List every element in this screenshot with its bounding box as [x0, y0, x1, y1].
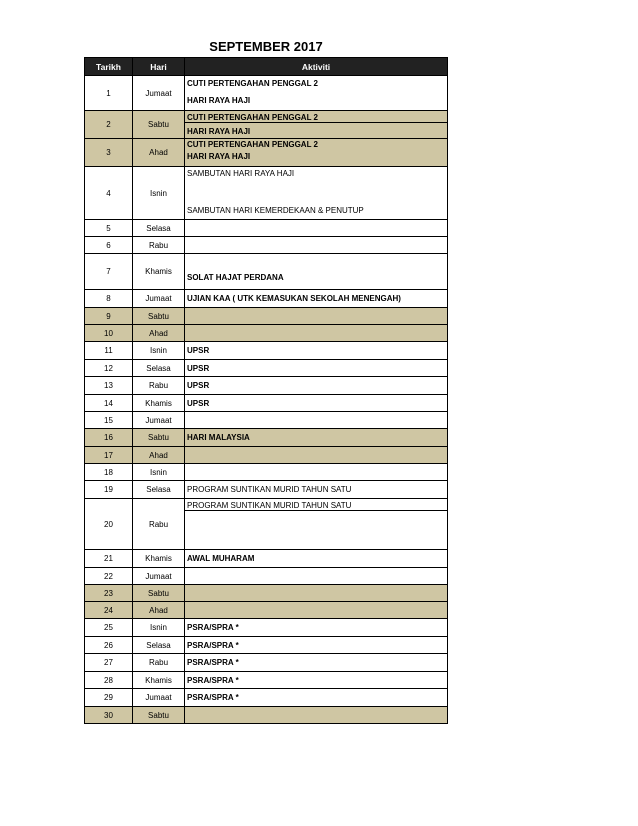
day-cell: Sabtu — [133, 111, 185, 139]
table-row — [85, 568, 448, 585]
date-cell: 9 — [85, 308, 133, 325]
table-row — [85, 412, 448, 429]
activity-cell — [185, 689, 448, 707]
activity-cell — [185, 220, 448, 237]
date-cell: 23 — [85, 585, 133, 602]
table-row — [85, 447, 448, 464]
activity-cell — [185, 254, 448, 290]
table-row — [85, 254, 448, 290]
day-cell: Jumaat — [133, 290, 185, 308]
table-row — [85, 395, 448, 412]
date-cell: 7 — [85, 254, 133, 290]
activity-cell — [185, 550, 448, 568]
day-cell: Ahad — [133, 325, 185, 342]
activity-cell — [185, 360, 448, 377]
table-row — [85, 481, 448, 499]
date-cell: 4 — [85, 167, 133, 220]
date-cell: 28 — [85, 672, 133, 689]
header-date: Tarikh — [85, 58, 133, 76]
activity-text: UPSR — [187, 399, 210, 408]
table-row — [85, 377, 448, 395]
activity-text: UPSR — [187, 364, 210, 373]
day-cell: Rabu — [133, 654, 185, 672]
table-row — [85, 464, 448, 481]
activity-cell — [185, 707, 448, 724]
activity-text — [185, 510, 447, 526]
table-row — [85, 585, 448, 602]
table-row — [85, 637, 448, 654]
page-title: SEPTEMBER 2017 — [209, 39, 323, 54]
date-cell: 25 — [85, 619, 133, 637]
activity-cell — [185, 672, 448, 689]
calendar-table — [84, 57, 448, 724]
date-cell: 30 — [85, 707, 133, 724]
day-cell: Khamis — [133, 672, 185, 689]
day-cell: Jumaat — [133, 689, 185, 707]
activity-text: UPSR — [187, 381, 210, 390]
date-cell: 26 — [85, 637, 133, 654]
activity-text: CUTI PERTENGAHAN PENGGAL 2 — [187, 113, 318, 122]
activity-cell — [185, 412, 448, 429]
date-cell: 14 — [85, 395, 133, 412]
date-cell: 16 — [85, 429, 133, 447]
day-cell: Isnin — [133, 619, 185, 637]
day-cell: Isnin — [133, 167, 185, 220]
table-row — [85, 76, 448, 111]
date-cell: 2 — [85, 111, 133, 139]
date-cell: 10 — [85, 325, 133, 342]
day-cell: Rabu — [133, 377, 185, 395]
table-row — [85, 308, 448, 325]
table-row — [85, 139, 448, 167]
date-cell: 5 — [85, 220, 133, 237]
activity-text: PSRA/SPRA * — [187, 676, 239, 685]
activity-cell — [185, 637, 448, 654]
date-cell: 19 — [85, 481, 133, 499]
activity-cell — [185, 308, 448, 325]
table-row — [85, 111, 448, 139]
day-cell: Jumaat — [133, 568, 185, 585]
activity-text: HARI MALAYSIA — [187, 433, 250, 442]
activity-text: HARI RAYA HAJI — [187, 96, 251, 105]
activity-text: CUTI PERTENGAHAN PENGGAL 2 — [187, 79, 318, 88]
calendar-body — [85, 76, 448, 724]
day-cell: Jumaat — [133, 76, 185, 111]
activity-text: PSRA/SPRA * — [187, 693, 239, 702]
header-activity: Aktiviti — [185, 58, 448, 76]
day-cell: Khamis — [133, 254, 185, 290]
date-cell: 22 — [85, 568, 133, 585]
day-cell: Khamis — [133, 550, 185, 568]
date-cell: 24 — [85, 602, 133, 619]
activity-text: SAMBUTAN HARI RAYA HAJI — [187, 169, 295, 178]
day-cell: Sabtu — [133, 585, 185, 602]
activity-cell — [185, 619, 448, 637]
activity-text: PROGRAM SUNTIKAN MURID TAHUN SATU — [187, 501, 352, 510]
activity-cell — [185, 464, 448, 481]
activity-cell — [185, 568, 448, 585]
day-cell: Sabtu — [133, 707, 185, 724]
table-row — [85, 429, 448, 447]
activity-cell — [185, 237, 448, 254]
activity-text: HARI RAYA HAJI — [185, 122, 447, 136]
activity-cell — [185, 447, 448, 464]
date-cell: 3 — [85, 139, 133, 167]
activity-text: UJIAN KAA ( UTK KEMASUKAN SEKOLAH MENENGAH) — [187, 294, 401, 303]
activity-cell — [185, 429, 448, 447]
table-row — [85, 654, 448, 672]
date-cell: 13 — [85, 377, 133, 395]
activity-cell — [185, 481, 448, 499]
activity-text: AWAL MUHARAM — [187, 554, 255, 563]
activity-text: PSRA/SPRA * — [187, 623, 239, 632]
date-cell: 29 — [85, 689, 133, 707]
date-cell: 18 — [85, 464, 133, 481]
day-cell: Isnin — [133, 342, 185, 360]
date-cell: 15 — [85, 412, 133, 429]
day-cell: Sabtu — [133, 308, 185, 325]
day-cell: Isnin — [133, 464, 185, 481]
activity-cell — [185, 111, 448, 139]
date-cell: 17 — [85, 447, 133, 464]
day-cell: Ahad — [133, 602, 185, 619]
date-cell: 1 — [85, 76, 133, 111]
date-cell: 6 — [85, 237, 133, 254]
activity-cell — [185, 395, 448, 412]
day-cell: Selasa — [133, 637, 185, 654]
table-row — [85, 707, 448, 724]
day-cell: Selasa — [133, 481, 185, 499]
table-row — [85, 325, 448, 342]
day-cell: Selasa — [133, 220, 185, 237]
day-cell: Jumaat — [133, 412, 185, 429]
day-cell: Khamis — [133, 395, 185, 412]
table-row — [85, 342, 448, 360]
activity-cell — [185, 290, 448, 308]
table-row — [85, 290, 448, 308]
table-row — [85, 550, 448, 568]
activity-cell — [185, 139, 448, 167]
day-cell: Ahad — [133, 139, 185, 167]
activity-text: PSRA/SPRA * — [187, 658, 239, 667]
table-row — [85, 499, 448, 550]
table-row — [85, 237, 448, 254]
activity-cell — [185, 602, 448, 619]
day-cell: Rabu — [133, 499, 185, 550]
activity-cell — [185, 167, 448, 220]
table-row — [85, 360, 448, 377]
header-row — [85, 58, 448, 76]
date-cell: 20 — [85, 499, 133, 550]
day-cell: Selasa — [133, 360, 185, 377]
activity-text: PROGRAM SUNTIKAN MURID TAHUN SATU — [187, 485, 352, 494]
date-cell: 11 — [85, 342, 133, 360]
day-cell: Sabtu — [133, 429, 185, 447]
activity-text: PSRA/SPRA * — [187, 641, 239, 650]
activity-cell — [185, 377, 448, 395]
table-row — [85, 602, 448, 619]
table-row — [85, 220, 448, 237]
activity-cell — [185, 325, 448, 342]
activity-text: SAMBUTAN HARI KEMERDEKAAN & PENUTUP — [187, 206, 364, 215]
table-row — [85, 167, 448, 220]
activity-cell — [185, 585, 448, 602]
date-cell: 21 — [85, 550, 133, 568]
day-cell: Ahad — [133, 447, 185, 464]
date-cell: 12 — [85, 360, 133, 377]
header-day: Hari — [133, 58, 185, 76]
activity-text: UPSR — [187, 346, 210, 355]
day-cell: Rabu — [133, 237, 185, 254]
activity-cell — [185, 342, 448, 360]
activity-text: CUTI PERTENGAHAN PENGGAL 2 — [187, 140, 318, 149]
date-cell: 27 — [85, 654, 133, 672]
table-row — [85, 672, 448, 689]
table-row — [85, 689, 448, 707]
activity-cell — [185, 499, 448, 550]
date-cell: 8 — [85, 290, 133, 308]
activity-cell — [185, 76, 448, 111]
table-row — [85, 619, 448, 637]
activity-text: HARI RAYA HAJI — [187, 152, 251, 161]
activity-cell — [185, 654, 448, 672]
activity-text: SOLAT HAJAT PERDANA — [187, 273, 284, 282]
